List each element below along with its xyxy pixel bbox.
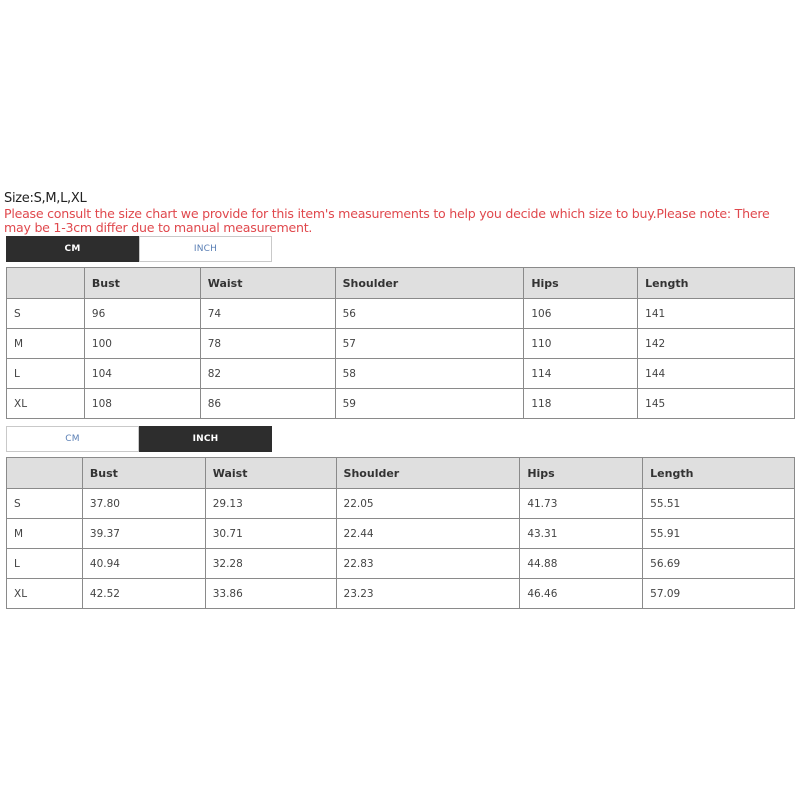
cell-size: S <box>7 489 83 519</box>
cell-bust: 96 <box>84 299 200 329</box>
table-row <box>7 389 795 419</box>
cell-shoulder: 22.83 <box>336 549 520 579</box>
cell-shoulder: 22.05 <box>336 489 520 519</box>
column-header-hips: Hips <box>524 268 638 299</box>
table-row <box>7 489 795 519</box>
cell-size: XL <box>7 579 83 609</box>
column-header-hips: Hips <box>520 458 643 489</box>
available-sizes: Size:S,M,L,XL <box>4 191 87 206</box>
tab-cm[interactable]: CM <box>6 426 139 452</box>
cell-bust: 39.37 <box>82 519 205 549</box>
size-table-cm <box>6 267 795 419</box>
cell-shoulder: 59 <box>335 389 524 419</box>
cell-size: M <box>7 519 83 549</box>
cell-bust: 104 <box>84 359 200 389</box>
cell-hips: 41.73 <box>520 489 643 519</box>
cell-bust: 100 <box>84 329 200 359</box>
column-header-bust: Bust <box>84 268 200 299</box>
cell-hips: 44.88 <box>520 549 643 579</box>
unit-tabs-inch-section <box>6 426 272 452</box>
cell-waist: 33.86 <box>205 579 336 609</box>
cell-waist: 86 <box>200 389 335 419</box>
cell-bust: 42.52 <box>82 579 205 609</box>
tab-cm[interactable]: CM <box>6 236 139 262</box>
cell-hips: 114 <box>524 359 638 389</box>
tab-inch[interactable]: INCH <box>139 426 272 452</box>
table-row <box>7 519 795 549</box>
cell-size: L <box>7 549 83 579</box>
cell-shoulder: 22.44 <box>336 519 520 549</box>
cell-waist: 30.71 <box>205 519 336 549</box>
table-row <box>7 579 795 609</box>
table-row <box>7 329 795 359</box>
cell-hips: 110 <box>524 329 638 359</box>
cell-waist: 78 <box>200 329 335 359</box>
column-header-size <box>7 458 83 489</box>
column-header-size <box>7 268 85 299</box>
column-header-waist: Waist <box>200 268 335 299</box>
cell-length: 55.91 <box>643 519 795 549</box>
table-header-row <box>7 268 795 299</box>
cell-hips: 106 <box>524 299 638 329</box>
cell-length: 144 <box>638 359 795 389</box>
tab-inch[interactable]: INCH <box>139 236 272 262</box>
cell-length: 141 <box>638 299 795 329</box>
table-row <box>7 299 795 329</box>
cell-size: L <box>7 359 85 389</box>
cell-length: 142 <box>638 329 795 359</box>
cell-length: 55.51 <box>643 489 795 519</box>
cell-shoulder: 58 <box>335 359 524 389</box>
table-row <box>7 359 795 389</box>
cell-hips: 43.31 <box>520 519 643 549</box>
cell-size: S <box>7 299 85 329</box>
size-table-inch <box>6 457 795 609</box>
table-row <box>7 549 795 579</box>
cell-hips: 46.46 <box>520 579 643 609</box>
cell-shoulder: 56 <box>335 299 524 329</box>
column-header-length: Length <box>643 458 795 489</box>
cell-bust: 108 <box>84 389 200 419</box>
cell-waist: 82 <box>200 359 335 389</box>
cell-bust: 37.80 <box>82 489 205 519</box>
cell-length: 57.09 <box>643 579 795 609</box>
column-header-shoulder: Shoulder <box>336 458 520 489</box>
cell-shoulder: 23.23 <box>336 579 520 609</box>
cell-hips: 118 <box>524 389 638 419</box>
cell-bust: 40.94 <box>82 549 205 579</box>
cell-length: 56.69 <box>643 549 795 579</box>
cell-shoulder: 57 <box>335 329 524 359</box>
cell-length: 145 <box>638 389 795 419</box>
table-header-row <box>7 458 795 489</box>
column-header-length: Length <box>638 268 795 299</box>
size-notice: Please consult the size chart we provide for this item's measurements to help you decide which size to buy.Please note: There may be 1-3cm differ due to manual measurement. <box>4 206 770 235</box>
cell-waist: 32.28 <box>205 549 336 579</box>
unit-tabs-cm-section <box>6 236 272 262</box>
cell-waist: 29.13 <box>205 489 336 519</box>
cell-size: XL <box>7 389 85 419</box>
cell-waist: 74 <box>200 299 335 329</box>
column-header-bust: Bust <box>82 458 205 489</box>
column-header-shoulder: Shoulder <box>335 268 524 299</box>
column-header-waist: Waist <box>205 458 336 489</box>
cell-size: M <box>7 329 85 359</box>
